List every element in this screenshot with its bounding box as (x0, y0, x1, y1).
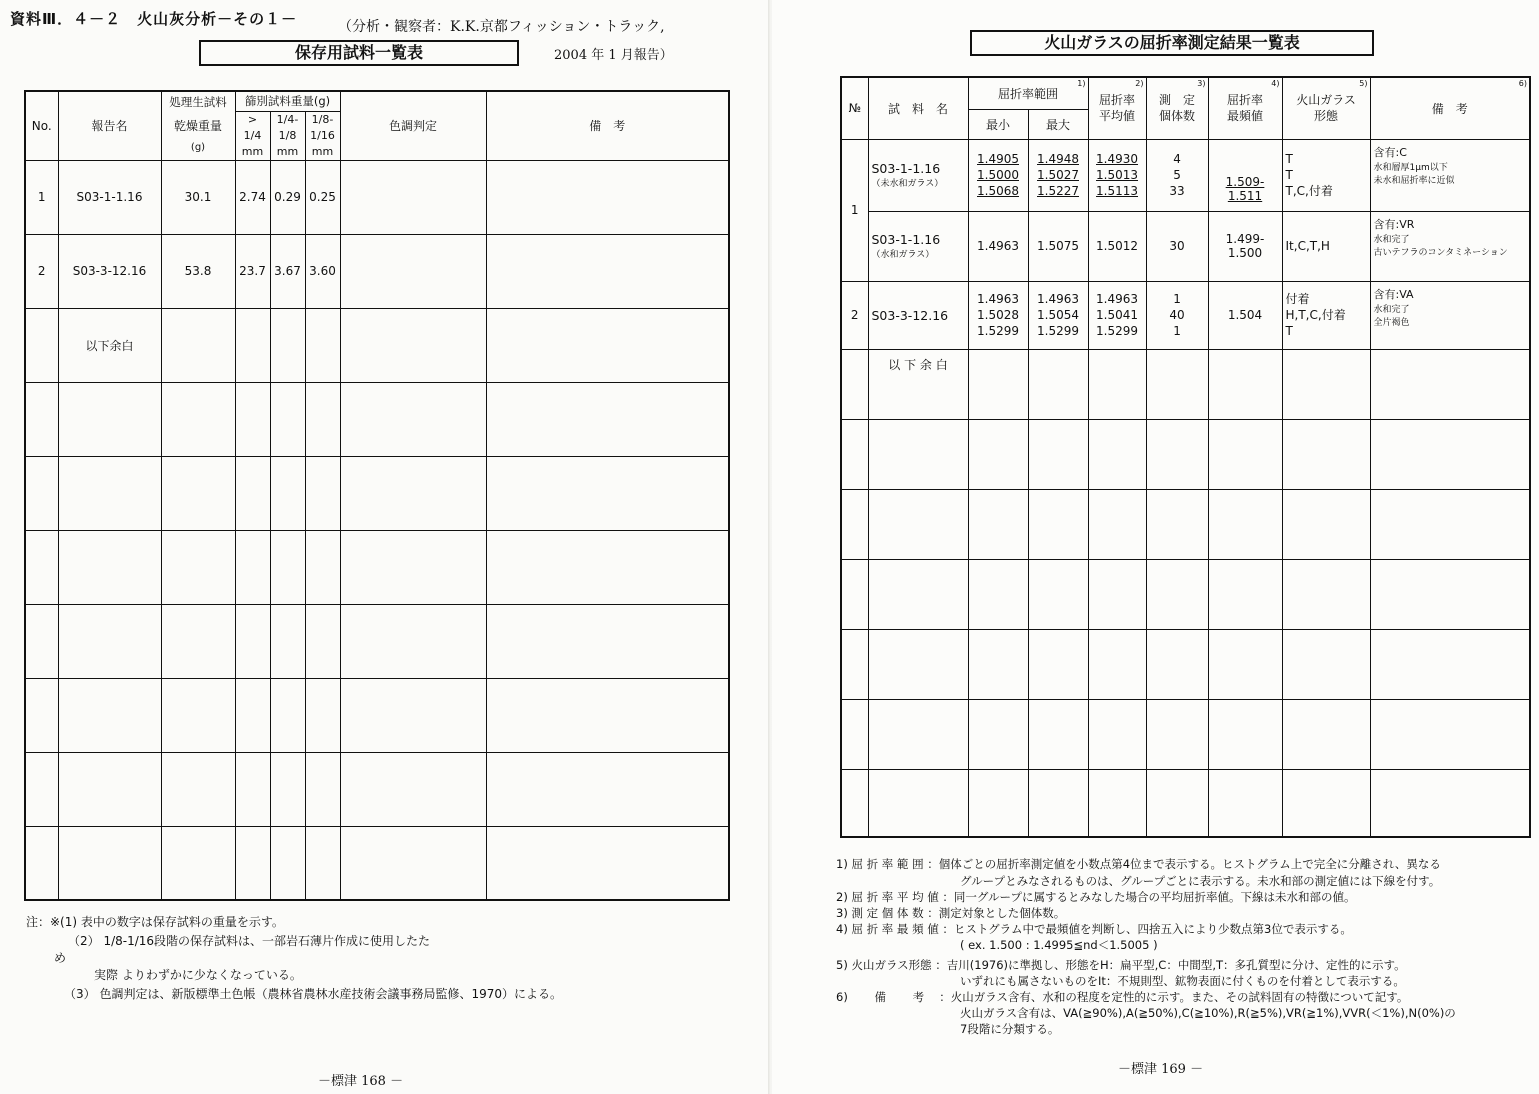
count-label-1: 測 定 (1159, 93, 1196, 108)
remainder-label: 以下余白 (58, 308, 161, 382)
shape-label-1: 火山ガラス (1296, 93, 1356, 108)
header-color: 色調判定 (340, 91, 486, 160)
left-table-title: 保存用試料一覧表 (199, 40, 519, 66)
remarks-line: 含有:C (1373, 145, 1407, 159)
row-mode (1208, 139, 1282, 211)
header-max: 最大 (1028, 109, 1088, 139)
mode-label-1: 屈折率 (1227, 93, 1264, 108)
empty-cell (305, 308, 340, 382)
shape-label-2: 形態 (1314, 109, 1339, 124)
empty-cell (270, 308, 305, 382)
sieve-col-1-line3: mm (241, 144, 264, 158)
row-max: 1.5075 (1028, 211, 1088, 281)
header-range (968, 77, 1088, 109)
sample-sub: （水和ガラス） (871, 250, 935, 260)
sieve-col-1-line2: 1/4 (243, 128, 262, 142)
right-note-5: 4) 屈 折 率 最 頻 値 ：ヒストグラム中で最頻値を判断し、四捨五入により少数点第3位で表示する。 (836, 922, 1352, 936)
row-remarks (1370, 281, 1530, 349)
dry-weight-label: 乾燥重量 (173, 119, 222, 134)
empty-row (25, 752, 729, 826)
table-row (25, 160, 729, 234)
row-no: 2 (841, 281, 868, 349)
row-sieve-2: 3.67 (270, 234, 305, 308)
footnote-mark-1: 1) (1077, 79, 1086, 88)
right-note-7: 5) 火山ガラス形態 ：吉川(1976)に準拠し、形態をH：扁平型,C：中間型,T：多孔質型に分け、定性的に示す。 (836, 958, 1406, 972)
min-value: 1.5028 (977, 308, 1019, 322)
sieve-col-3-line1: 1/8- (311, 112, 334, 126)
right-note-3: 2) 屈 折 率 平 均 値 ：同一グループに属するとみなした場合の平均屈折率値。下線は未水和部の値。 (836, 890, 1356, 904)
min-value: 1.4905 (977, 152, 1019, 166)
header-count (1146, 77, 1208, 139)
row-mean (1088, 139, 1146, 211)
row-no (25, 308, 58, 382)
mode-value: 1.509-1.511 (1225, 174, 1265, 203)
sample-name: S03-1-1.16 (871, 232, 941, 247)
footnote-mark-6: 6) (1518, 79, 1528, 88)
row-remarks (1370, 139, 1530, 211)
remarks-line: 水和完了 (1373, 234, 1410, 245)
footnote-mark-2: 2) (1135, 79, 1144, 88)
left-note-3: め (54, 951, 67, 965)
row-sample (868, 139, 968, 211)
max-value: 1.5054 (1037, 308, 1079, 322)
row-color (340, 160, 486, 234)
row-dry-weight: 53.8 (161, 234, 235, 308)
sample-name: S03-1-1.16 (871, 161, 941, 176)
count-label-2: 個体数 (1159, 109, 1196, 124)
footnote-mark-4: 4) (1271, 79, 1280, 88)
right-note-1: 1) 屈 折 率 範 囲 ：個体ごとの屈折率測定値を小数点第4位まで表示する。ヒストグラム上で完全に分離され、異なる (836, 857, 1441, 871)
empty-row (841, 559, 1530, 629)
count-value: 4 (1173, 152, 1181, 166)
row-remarks (1370, 211, 1530, 281)
row-min (968, 281, 1028, 349)
table-row (25, 308, 729, 382)
row-max (1028, 281, 1088, 349)
sample-sub: （未水和ガラス） (871, 179, 944, 189)
row-shape (1282, 281, 1370, 349)
sieve-col-2-line2: 1/8 (278, 128, 297, 142)
header-processed: 処理生試料 (161, 91, 235, 111)
row-sieve-1: 2.74 (235, 160, 270, 234)
min-value: 1.5068 (977, 184, 1019, 198)
document-title: 資料Ⅲ．４－２ 火山灰分析－その１－ (10, 10, 298, 28)
row-report-name: S03-3-12.16 (58, 234, 161, 308)
left-note-5: （3） 色調判定は、新版標準土色帳（農林省農林水産技術会議事務局監修、1970）による。 (64, 987, 562, 1001)
mean-value: 1.5013 (1096, 168, 1139, 182)
row-sieve-3: 3.60 (305, 234, 340, 308)
table-row (841, 139, 1530, 211)
header-min: 最小 (968, 109, 1028, 139)
empty-row (25, 530, 729, 604)
sieve-col-3-line2: 1/16 (310, 128, 335, 142)
count-value: 40 (1169, 308, 1185, 322)
max-value: 1.4948 (1037, 152, 1079, 166)
max-value: 1.4963 (1037, 292, 1079, 306)
header-dry-weight (161, 111, 235, 160)
header-shape (1282, 77, 1370, 139)
shape-value: T (1285, 324, 1293, 338)
left-note-2: （2） 1/8-1/16段階の保存試料は、一部岩石薄片作成に使用したた (68, 934, 431, 948)
max-value: 1.5027 (1037, 168, 1079, 182)
remarks-line: 含有:VA (1373, 287, 1414, 301)
table-row (25, 234, 729, 308)
right-note-10: 火山ガラス含有は、VA(≧90%),A(≧50%),C(≧10%),R(≧5%),VR(≧1%),VVR(＜1%),N(0%)の (960, 1006, 1456, 1020)
header-sample: 試 料 名 (868, 77, 968, 139)
row-count: 30 (1146, 211, 1208, 281)
min-value: 1.5299 (977, 324, 1019, 338)
mean-value: 1.5299 (1096, 324, 1139, 338)
empty-row (841, 419, 1530, 489)
row-mean (1088, 281, 1146, 349)
min-value: 1.4963 (977, 292, 1019, 306)
table-row (841, 211, 1530, 281)
mode-label-2: 最頻値 (1227, 109, 1264, 124)
right-note-11: 7段階に分類する。 (960, 1022, 1060, 1036)
remarks-label: 備 考 (1431, 101, 1468, 116)
mean-value: 1.5113 (1096, 184, 1139, 198)
empty-cell (235, 308, 270, 382)
header-mode (1208, 77, 1282, 139)
empty-row (25, 678, 729, 752)
row-no: 1 (841, 139, 868, 281)
min-value: 1.5000 (977, 168, 1019, 182)
remarks-line: 水和層厚1μm以下 (1373, 162, 1448, 173)
sample-storage-table (24, 90, 730, 901)
left-note-4: 実際 よりわずかに少なくなっている。 (94, 968, 302, 982)
remarks-line: 未水和屈折率に近似 (1373, 175, 1455, 186)
count-value: 1 (1173, 292, 1181, 306)
empty-row (25, 382, 729, 456)
row-shape: It,C,T,H (1282, 211, 1370, 281)
table-row (841, 281, 1530, 349)
shape-value: T (1285, 168, 1293, 182)
header-sieve: 篩別試料重量(g) (235, 91, 340, 111)
remarks-line: 古いテフラのコンタミネーション (1373, 247, 1508, 258)
mean-value: 1.4963 (1096, 292, 1139, 306)
sieve-col-2-line1: 1/4- (276, 112, 299, 126)
empty-cell (161, 308, 235, 382)
remarks-line: 全片褐色 (1373, 317, 1410, 328)
remarks-line: 含有:VR (1373, 217, 1415, 231)
empty-cell (340, 308, 486, 382)
remainder-label: 以 下 余 白 (868, 349, 968, 419)
empty-row (25, 826, 729, 900)
left-note-1: 注：※(1) 表中の数字は保存試料の重量を示す。 (26, 915, 284, 929)
max-value: 1.5227 (1037, 184, 1079, 198)
row-no: 2 (25, 234, 58, 308)
row-sieve-2: 0.29 (270, 160, 305, 234)
header-no: No. (25, 91, 58, 160)
right-note-2: グループとみなされるものは、グループごとに表示する。未水和部の測定値には下線を付す。 (960, 874, 1441, 888)
header-no: № (841, 77, 868, 139)
row-max (1028, 139, 1088, 211)
max-value: 1.5299 (1037, 324, 1079, 338)
empty-row (841, 629, 1530, 699)
row-no: 1 (25, 160, 58, 234)
right-page-number: －標津 169 － (1118, 1062, 1204, 1077)
header-remarks: 備 考 (486, 91, 729, 160)
mean-label-1: 屈折率 (1099, 93, 1136, 108)
row-count (1146, 281, 1208, 349)
mean-value: 1.4930 (1096, 152, 1139, 166)
empty-row (841, 699, 1530, 769)
header-remarks (1370, 77, 1530, 139)
empty-row (25, 456, 729, 530)
empty-row (841, 489, 1530, 559)
header-sieve-col-1 (235, 111, 270, 160)
left-page-number: －標津 168 － (318, 1074, 404, 1089)
empty-row (841, 769, 1530, 837)
row-sieve-1: 23.7 (235, 234, 270, 308)
row-sample (868, 211, 968, 281)
row-count (1146, 139, 1208, 211)
header-mean (1088, 77, 1146, 139)
row-remarks (486, 234, 729, 308)
row-shape (1282, 139, 1370, 211)
empty-cell (486, 308, 729, 382)
row-mean: 1.5012 (1088, 211, 1146, 281)
shape-value: 付着 (1285, 292, 1310, 306)
row-dry-weight: 30.1 (161, 160, 235, 234)
footnote-mark-5: 5) (1359, 79, 1368, 88)
shape-value: H,T,C,付着 (1285, 308, 1346, 322)
row-mode: 1.499-1.500 (1208, 211, 1282, 281)
count-value: 5 (1173, 168, 1181, 182)
refractive-index-table (840, 76, 1531, 838)
header-report-name: 報告名 (58, 91, 161, 160)
table-row (841, 349, 1530, 419)
sieve-col-1-line1: > (247, 112, 258, 126)
right-note-9: 6) 備 考 ：火山ガラス含有、水和の程度を定性的に示す。また、その試料固有の特徴について記す。 (836, 990, 1409, 1004)
range-label: 屈折率範囲 (998, 86, 1059, 101)
count-value: 33 (1169, 184, 1185, 198)
footnote-mark-3: 3) (1197, 79, 1206, 88)
header-sieve-col-2 (270, 111, 305, 160)
count-value: 1 (1173, 324, 1181, 338)
right-table-title: 火山ガラスの屈折率測定結果一覧表 (970, 30, 1374, 56)
row-min (968, 139, 1028, 211)
sieve-col-3-line3: mm (311, 144, 334, 158)
header-sieve-col-3 (305, 111, 340, 160)
shape-value: T (1285, 152, 1293, 166)
row-color (340, 234, 486, 308)
right-note-4: 3) 測 定 個 体 数 ：測定対象とした個体数。 (836, 906, 1066, 920)
remarks-line: 水和完了 (1373, 304, 1410, 315)
row-no (841, 349, 868, 419)
sieve-col-2-line3: mm (276, 144, 299, 158)
mean-label-2: 平均値 (1099, 109, 1136, 124)
empty-row (25, 604, 729, 678)
row-remarks (486, 160, 729, 234)
report-date: 2004 年 1 月報告） (554, 48, 673, 63)
shape-value: T,C,付着 (1285, 184, 1333, 198)
right-note-6: ( ex. 1.500 : 1.4995≦nd＜1.5005 ) (960, 938, 1158, 952)
dry-weight-unit: (g) (190, 142, 206, 154)
row-mode: 1.504 (1208, 281, 1282, 349)
mean-value: 1.5041 (1096, 308, 1139, 322)
row-report-name: S03-1-1.16 (58, 160, 161, 234)
right-note-8: いずれにも属さないものをIt：不規則型、鉱物表面に付くものを付着として表示する。 (960, 974, 1405, 988)
analyst-note: （分析・観察者：K.K.京都フィッション・トラック, (338, 19, 665, 35)
row-sieve-3: 0.25 (305, 160, 340, 234)
row-sample: S03-3-12.16 (868, 281, 968, 349)
row-min: 1.4963 (968, 211, 1028, 281)
